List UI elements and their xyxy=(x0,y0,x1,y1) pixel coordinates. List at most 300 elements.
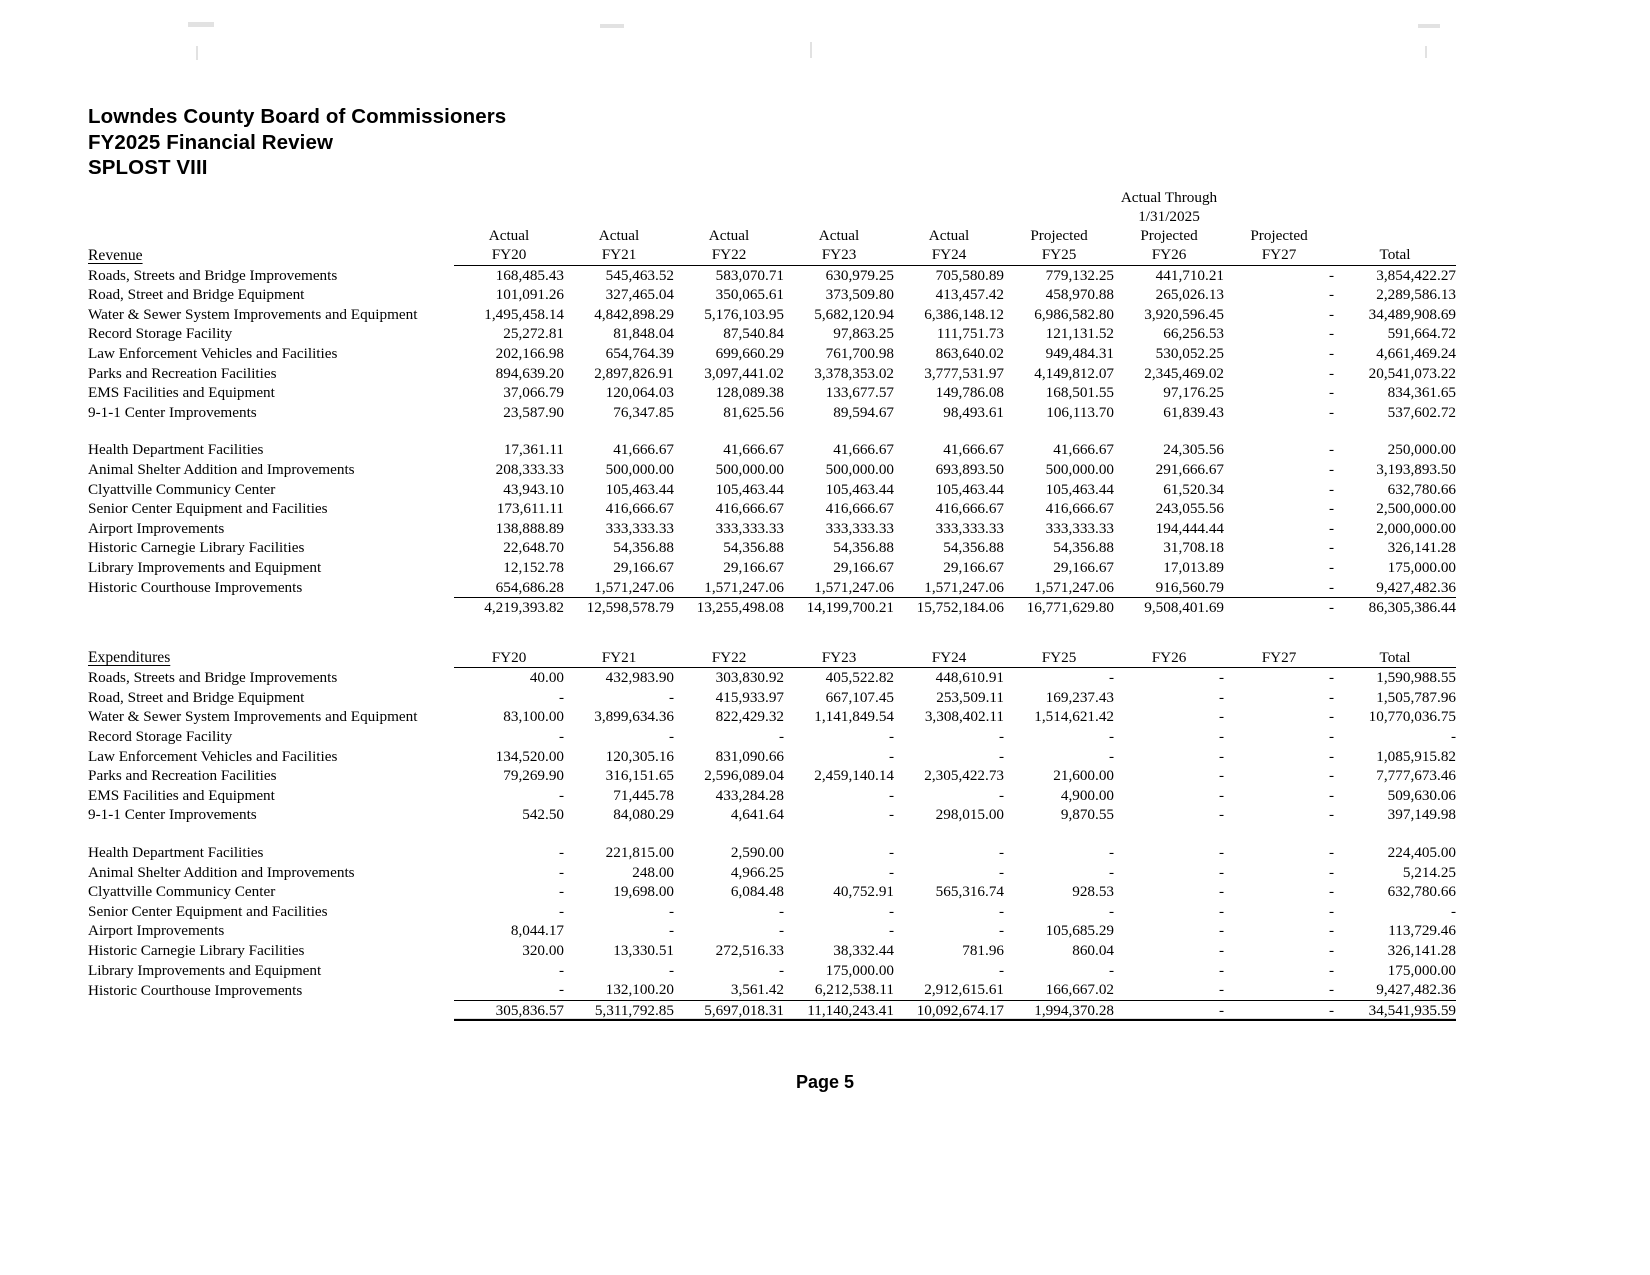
table-row xyxy=(88,766,1456,786)
revenue-cell-fy27: - xyxy=(1328,539,1334,557)
expenditures-cell-fy24: - xyxy=(998,728,1004,746)
expenditures-cell-fy24: - xyxy=(998,844,1004,862)
revenue-cell-fy25: 1,571,247.06 xyxy=(1034,578,1114,596)
revenue-cell-fy25: 105,463.44 xyxy=(1045,480,1114,498)
expenditures-cell-fy22: - xyxy=(778,922,784,940)
revenue-cell-fy23: 333,333.33 xyxy=(825,519,894,537)
revenue-cell-fy23: 5,682,120.94 xyxy=(814,305,894,323)
column-header-qualifier-row xyxy=(88,226,1456,245)
expenditures-cell-fy22: 2,596,089.04 xyxy=(704,767,784,785)
revenue-row-label: Animal Shelter Addition and Improvements xyxy=(88,460,355,478)
column-header-fy20: FY20 xyxy=(454,245,564,265)
revenue-cell-fy26: 194,444.44 xyxy=(1155,519,1224,537)
expenditures-cell-fy26: - xyxy=(1218,747,1224,765)
table-row xyxy=(88,265,1456,285)
expenditures-cell-total: 175,000.00 xyxy=(1387,961,1456,979)
revenue-total-fy23: 14,199,700.21 xyxy=(784,598,894,618)
expenditures-cell-fy23: - xyxy=(888,844,894,862)
expenditures-cell-fy24: - xyxy=(998,747,1004,765)
revenue-cell-fy23: 1,571,247.06 xyxy=(814,578,894,596)
expenditures-cell-fy25: - xyxy=(1108,961,1114,979)
expenditures-cell-fy26: - xyxy=(1218,669,1224,687)
revenue-cell-fy21: 76,347.85 xyxy=(613,403,674,421)
expenditures-cell-fy25: 1,514,621.42 xyxy=(1034,708,1114,726)
revenue-cell-fy25: 54,356.88 xyxy=(1053,539,1114,557)
revenue-cell-fy22: 5,176,103.95 xyxy=(704,305,784,323)
revenue-cell-total: 3,193,893.50 xyxy=(1376,460,1456,478)
expenditures-cell-fy24: 253,509.11 xyxy=(936,688,1004,706)
expenditures-cell-fy27: - xyxy=(1328,806,1334,824)
revenue-row-label: Road, Street and Bridge Equipment xyxy=(88,286,305,304)
revenue-cell-fy27: - xyxy=(1328,578,1334,596)
expenditures-cell-fy20: - xyxy=(558,981,564,999)
revenue-cell-fy22: 87,540.84 xyxy=(723,325,784,343)
revenue-cell-fy24: 41,666.67 xyxy=(943,441,1004,459)
expenditures-cell-total: 5,214.25 xyxy=(1402,863,1456,881)
column-header-total: Total xyxy=(1334,648,1456,668)
expenditures-cell-fy25: 105,685.29 xyxy=(1045,922,1114,940)
revenue-cell-fy24: 705,580.89 xyxy=(935,266,1004,284)
expenditures-cell-fy25: - xyxy=(1108,844,1114,862)
revenue-row-label: 9-1-1 Center Improvements xyxy=(88,403,257,421)
expenditures-cell-fy23: 38,332.44 xyxy=(833,942,894,959)
column-qualifier-fy20: Actual xyxy=(488,227,530,244)
revenue-cell-fy22: 699,660.29 xyxy=(715,344,784,362)
expenditures-cell-fy26: - xyxy=(1218,863,1224,881)
revenue-cell-fy26: 2,345,469.02 xyxy=(1144,364,1224,382)
revenue-cell-fy27: - xyxy=(1328,500,1334,518)
revenue-totals-row xyxy=(88,598,1456,618)
expenditures-cell-fy24: 298,015.00 xyxy=(935,806,1004,824)
revenue-cell-fy22: 29,166.67 xyxy=(723,558,784,576)
expenditures-row-label: Clyattville Communicy Center xyxy=(88,883,276,901)
revenue-total-fy27: - xyxy=(1224,598,1334,618)
column-qualifier-fy22: Actual xyxy=(708,227,750,244)
column-qualifier-fy25: Projected xyxy=(1030,227,1088,244)
expenditures-cell-fy26: - xyxy=(1218,922,1224,940)
expenditures-cell-fy21: 71,445.78 xyxy=(613,786,674,804)
expenditures-cell-total: 509,630.06 xyxy=(1387,786,1456,804)
column-header-fy20: FY20 xyxy=(454,648,564,668)
expenditures-cell-fy23: 2,459,140.14 xyxy=(814,767,894,785)
revenue-cell-total: 591,664.72 xyxy=(1387,325,1456,343)
revenue-cell-fy23: 97,863.25 xyxy=(833,325,894,343)
expenditures-row-label: Senior Center Equipment and Facilities xyxy=(88,902,328,920)
expenditures-cell-fy24: - xyxy=(998,961,1004,979)
expenditures-cell-fy27: - xyxy=(1328,883,1334,901)
revenue-cell-fy20: 22,648.70 xyxy=(503,539,564,557)
expenditures-cell-fy27: - xyxy=(1328,902,1334,920)
expenditures-cell-fy25: 169,237.43 xyxy=(1045,688,1114,706)
revenue-cell-fy23: 3,378,353.02 xyxy=(814,364,894,382)
revenue-cell-fy26: 17,013.89 xyxy=(1163,558,1224,576)
revenue-row-label: Water & Sewer System Improvements and Equipment xyxy=(88,305,418,323)
revenue-cell-fy27: - xyxy=(1328,305,1334,323)
revenue-cell-fy27: - xyxy=(1328,325,1334,343)
expenditures-cell-total: - xyxy=(1450,902,1456,920)
expenditures-cell-fy20: 40.00 xyxy=(529,669,564,687)
column-header-fy27: FY27 xyxy=(1224,648,1334,668)
expenditures-cell-fy27: - xyxy=(1328,942,1334,959)
revenue-cell-total: 2,289,586.13 xyxy=(1376,286,1456,304)
scan-artifact xyxy=(196,46,198,60)
revenue-cell-fy23: 105,463.44 xyxy=(825,480,894,498)
revenue-cell-fy20: 101,091.26 xyxy=(495,286,564,304)
revenue-group-gap xyxy=(88,422,1456,440)
document-title-line-2: FY2025 Financial Review xyxy=(88,130,333,154)
expenditures-cell-fy24: 781.96 xyxy=(962,942,1004,959)
revenue-cell-fy24: 693,893.50 xyxy=(935,460,1004,478)
expenditures-cell-fy26: - xyxy=(1218,844,1224,862)
table-row xyxy=(88,707,1456,727)
revenue-cell-fy22: 81,625.56 xyxy=(723,403,784,421)
expenditures-row-label: Record Storage Facility xyxy=(88,728,233,746)
document-title-line-1: Lowndes County Board of Commissioners xyxy=(88,105,507,128)
revenue-row-label: Record Storage Facility xyxy=(88,325,233,343)
revenue-cell-fy26: 916,560.79 xyxy=(1155,578,1224,596)
table-row xyxy=(88,285,1456,305)
expenditures-cell-fy25: 4,900.00 xyxy=(1060,786,1114,804)
revenue-cell-total: 834,361.65 xyxy=(1387,384,1456,402)
revenue-cell-fy23: 500,000.00 xyxy=(825,460,894,478)
expenditures-row-label: Law Enforcement Vehicles and Facilities xyxy=(88,747,338,765)
revenue-cell-fy21: 2,897,826.91 xyxy=(594,364,674,382)
expenditures-cell-fy27: - xyxy=(1328,747,1334,765)
revenue-cell-fy25: 168,501.55 xyxy=(1045,384,1114,402)
expenditures-cell-fy26: - xyxy=(1218,786,1224,804)
revenue-cell-fy27: - xyxy=(1328,266,1334,284)
revenue-cell-fy23: 89,594.67 xyxy=(833,403,894,421)
expenditures-cell-fy26: - xyxy=(1218,961,1224,979)
column-qualifier-fy21: Actual xyxy=(598,227,640,244)
table-row xyxy=(88,747,1456,767)
table-row xyxy=(88,364,1456,384)
expenditures-cell-fy26: - xyxy=(1218,883,1224,901)
revenue-cell-fy24: 1,571,247.06 xyxy=(924,578,1004,596)
revenue-cell-fy21: 1,571,247.06 xyxy=(594,578,674,596)
column-header-fy25: FY25 xyxy=(1004,648,1114,668)
table-row xyxy=(88,480,1456,500)
expenditures-total-fy26: - xyxy=(1114,1000,1224,1021)
expenditures-cell-fy22: - xyxy=(778,961,784,979)
revenue-grand-total: 86,305,386.44 xyxy=(1334,598,1456,618)
document-title-line-3: SPLOST VIII xyxy=(88,156,208,179)
expenditures-cell-fy22: 433,284.28 xyxy=(715,786,784,804)
expenditures-cell-fy25: - xyxy=(1108,747,1114,765)
expenditures-cell-fy27: - xyxy=(1328,863,1334,881)
revenue-cell-fy21: 654,764.39 xyxy=(605,344,674,362)
revenue-cell-fy21: 81,848.04 xyxy=(613,325,674,343)
section-gap xyxy=(88,618,1456,648)
revenue-cell-fy27: - xyxy=(1328,364,1334,382)
expenditures-cell-fy21: - xyxy=(668,922,674,940)
revenue-row-label: Senior Center Equipment and Facilities xyxy=(88,500,328,518)
scan-artifact xyxy=(1418,24,1440,28)
expenditures-total-fy23: 11,140,243.41 xyxy=(784,1000,894,1021)
expenditures-cell-fy24: - xyxy=(998,786,1004,804)
revenue-cell-fy26: 243,055.56 xyxy=(1155,500,1224,518)
expenditures-cell-fy20: 542.50 xyxy=(522,806,564,824)
table-row xyxy=(88,383,1456,403)
expenditures-cell-fy27: - xyxy=(1328,961,1334,979)
column-header-fy26: FY26 xyxy=(1114,648,1224,668)
revenue-total-fy24: 15,752,184.06 xyxy=(894,598,1004,618)
column-qualifier-fy26: Projected xyxy=(1140,227,1198,244)
expenditures-cell-fy20: 320.00 xyxy=(522,942,564,959)
revenue-cell-fy20: 25,272.81 xyxy=(503,325,564,343)
revenue-cell-fy27: - xyxy=(1328,384,1334,402)
revenue-cell-fy21: 416,666.67 xyxy=(605,500,674,518)
column-header-fy26: FY26 xyxy=(1114,245,1224,265)
expenditures-cell-fy26: - xyxy=(1218,981,1224,999)
expenditures-cell-fy23: - xyxy=(888,902,894,920)
spacer-cell xyxy=(88,618,1456,648)
expenditures-cell-fy26: - xyxy=(1218,688,1224,706)
revenue-cell-fy23: 416,666.67 xyxy=(825,500,894,518)
revenue-cell-fy22: 500,000.00 xyxy=(715,460,784,478)
revenue-cell-fy26: 61,839.43 xyxy=(1163,403,1224,421)
expenditures-cell-fy26: - xyxy=(1218,767,1224,785)
revenue-cell-fy21: 327,465.04 xyxy=(605,286,674,304)
header-pad xyxy=(1224,188,1456,207)
column-header-total: Total xyxy=(1334,245,1456,265)
revenue-cell-fy21: 29,166.67 xyxy=(613,558,674,576)
expenditures-cell-fy22: 4,641.64 xyxy=(730,806,784,824)
expenditures-total-fy24: 10,092,674.17 xyxy=(894,1000,1004,1021)
column-qualifier-fy27: Projected xyxy=(1250,227,1308,244)
header-pad xyxy=(88,188,1114,207)
document-title-block xyxy=(88,104,506,181)
spacer-cell xyxy=(88,422,1456,440)
revenue-cell-fy24: 413,457.42 xyxy=(935,286,1004,304)
revenue-row-label: Law Enforcement Vehicles and Facilities xyxy=(88,344,338,362)
expenditures-cell-fy20: - xyxy=(558,883,564,901)
table-row xyxy=(88,519,1456,539)
expenditures-cell-fy24: 565,316.74 xyxy=(935,883,1004,901)
column-header-actual-through-row1 xyxy=(88,188,1456,207)
expenditures-cell-fy22: 831,090.66 xyxy=(715,747,784,765)
column-header-fy23: FY23 xyxy=(784,648,894,668)
revenue-cell-fy24: 3,777,531.97 xyxy=(924,364,1004,382)
revenue-cell-fy22: 350,065.61 xyxy=(715,286,784,304)
table-row xyxy=(88,403,1456,423)
table-row xyxy=(88,941,1456,961)
expenditures-cell-fy21: 248.00 xyxy=(632,863,674,881)
revenue-cell-fy24: 6,386,148.12 xyxy=(924,305,1004,323)
expenditures-cell-total: 7,777,673.46 xyxy=(1376,767,1456,785)
expenditures-cell-fy25: - xyxy=(1108,728,1114,746)
revenue-cell-fy24: 111,751.73 xyxy=(936,325,1004,343)
revenue-cell-fy24: 149,786.08 xyxy=(935,384,1004,402)
revenue-cell-fy25: 500,000.00 xyxy=(1045,460,1114,478)
table-row xyxy=(88,460,1456,480)
expenditures-cell-fy24: - xyxy=(998,863,1004,881)
table-row xyxy=(88,843,1456,863)
revenue-cell-fy21: 545,463.52 xyxy=(605,266,674,284)
revenue-cell-fy24: 29,166.67 xyxy=(943,558,1004,576)
revenue-cell-fy22: 128,089.38 xyxy=(715,384,784,402)
scan-artifact xyxy=(810,42,812,58)
revenue-cell-fy24: 54,356.88 xyxy=(943,539,1004,557)
expenditures-cell-fy20: - xyxy=(558,786,564,804)
expenditures-cell-fy21: - xyxy=(668,961,674,979)
expenditures-cell-fy26: - xyxy=(1218,728,1224,746)
expenditures-row-label: Historic Carnegie Library Facilities xyxy=(88,942,305,959)
expenditures-grand-total: 34,541,935.59 xyxy=(1334,1000,1456,1021)
header-corner xyxy=(88,226,454,245)
actual-through-label-line1: Actual Through xyxy=(1120,189,1218,206)
revenue-cell-fy26: 291,666.67 xyxy=(1155,460,1224,478)
expenditures-row-label: Roads, Streets and Bridge Improvements xyxy=(88,669,338,687)
expenditures-cell-fy27: - xyxy=(1328,786,1334,804)
expenditures-row-label: Water & Sewer System Improvements and Equipment xyxy=(88,708,418,726)
table-row xyxy=(88,688,1456,708)
revenue-row-label: Library Improvements and Equipment xyxy=(88,558,322,576)
scan-artifact xyxy=(188,22,214,27)
table-row xyxy=(88,882,1456,902)
revenue-cell-fy25: 4,149,812.07 xyxy=(1034,364,1114,382)
expenditures-cell-fy21: 432,983.90 xyxy=(605,669,674,687)
expenditures-cell-fy22: - xyxy=(778,902,784,920)
column-qualifier-fy23: Actual xyxy=(818,227,860,244)
table-row xyxy=(88,805,1456,825)
expenditures-cell-fy26: - xyxy=(1218,708,1224,726)
revenue-total-fy20: 4,219,393.82 xyxy=(454,598,564,618)
table-row xyxy=(88,344,1456,364)
expenditures-cell-fy24: 3,308,402.11 xyxy=(924,708,1004,726)
expenditures-total-fy25: 1,994,370.28 xyxy=(1004,1000,1114,1021)
revenue-cell-fy27: - xyxy=(1328,441,1334,459)
revenue-cell-fy22: 41,666.67 xyxy=(723,441,784,459)
expenditures-cell-fy25: - xyxy=(1108,902,1114,920)
expenditures-cell-fy21: 120,305.16 xyxy=(605,747,674,765)
column-header-fy21: FY21 xyxy=(564,245,674,265)
revenue-cell-fy22: 333,333.33 xyxy=(715,519,784,537)
expenditures-cell-fy20: - xyxy=(558,863,564,881)
table-row xyxy=(88,786,1456,806)
expenditures-cell-total: 397,149.98 xyxy=(1387,806,1456,824)
revenue-row-label: Roads, Streets and Bridge Improvements xyxy=(88,266,338,284)
revenue-cell-fy25: 6,986,582.80 xyxy=(1034,305,1114,323)
revenue-cell-fy23: 54,356.88 xyxy=(833,539,894,557)
expenditures-cell-fy23: 1,141,849.54 xyxy=(814,708,894,726)
revenue-cell-fy24: 863,640.02 xyxy=(935,344,1004,362)
expenditures-cell-fy21: 13,330.51 xyxy=(613,942,674,959)
revenue-cell-fy20: 208,333.33 xyxy=(495,460,564,478)
table-row xyxy=(88,668,1456,688)
expenditures-cell-fy24: - xyxy=(998,902,1004,920)
spacer-cell xyxy=(88,825,1456,843)
revenue-cell-fy23: 41,666.67 xyxy=(833,441,894,459)
scan-artifact xyxy=(600,24,624,28)
revenue-cell-fy20: 23,587.90 xyxy=(503,403,564,421)
revenue-cell-fy21: 500,000.00 xyxy=(605,460,674,478)
expenditures-group-gap xyxy=(88,825,1456,843)
expenditures-cell-fy25: 21,600.00 xyxy=(1053,767,1114,785)
column-header-actual-through-row2 xyxy=(88,207,1456,226)
expenditures-cell-fy22: 415,933.97 xyxy=(715,688,784,706)
table-row xyxy=(88,961,1456,981)
table-row xyxy=(88,980,1456,1000)
column-header-fy24: FY24 xyxy=(894,648,1004,668)
revenue-total-fy21: 12,598,578.79 xyxy=(564,598,674,618)
expenditures-cell-total: 632,780.66 xyxy=(1387,883,1456,901)
revenue-cell-fy22: 1,571,247.06 xyxy=(704,578,784,596)
revenue-cell-total: 175,000.00 xyxy=(1387,558,1456,576)
revenue-cell-fy23: 29,166.67 xyxy=(833,558,894,576)
expenditures-cell-fy22: 2,590.00 xyxy=(730,844,784,862)
expenditures-cell-total: 224,405.00 xyxy=(1387,844,1456,862)
revenue-cell-fy26: 530,052.25 xyxy=(1155,344,1224,362)
expenditures-cell-fy25: 166,667.02 xyxy=(1045,981,1114,999)
expenditures-cell-fy21: - xyxy=(668,688,674,706)
revenue-cell-fy21: 120,064.03 xyxy=(605,384,674,402)
column-header-fy27: FY27 xyxy=(1224,245,1334,265)
revenue-cell-fy27: - xyxy=(1328,286,1334,304)
table-row xyxy=(88,921,1456,941)
expenditures-cell-fy23: 6,212,538.11 xyxy=(814,981,894,999)
expenditures-cell-total: 113,729.46 xyxy=(1388,922,1456,940)
page-number: Page 5 xyxy=(795,1072,855,1092)
expenditures-cell-fy27: - xyxy=(1328,981,1334,999)
expenditures-cell-fy20: 8,044.17 xyxy=(510,922,564,940)
table-row xyxy=(88,305,1456,325)
revenue-cell-fy20: 894,639.20 xyxy=(495,364,564,382)
table-row xyxy=(88,499,1456,519)
expenditures-cell-fy27: - xyxy=(1328,844,1334,862)
column-header-fy23: FY23 xyxy=(784,245,894,265)
expenditures-cell-fy22: 272,516.33 xyxy=(715,942,784,959)
expenditures-cell-fy23: - xyxy=(888,922,894,940)
expenditures-cell-fy23: - xyxy=(888,863,894,881)
revenue-cell-fy20: 17,361.11 xyxy=(503,441,564,459)
expenditures-cell-fy20: - xyxy=(558,961,564,979)
revenue-cell-fy25: 41,666.67 xyxy=(1053,441,1114,459)
revenue-cell-fy24: 98,493.61 xyxy=(943,403,1004,421)
revenue-cell-fy23: 133,677.57 xyxy=(825,384,894,402)
revenue-cell-total: 3,854,422.27 xyxy=(1376,266,1456,284)
revenue-row-label: Clyattville Communicy Center xyxy=(88,480,276,498)
expenditures-cell-fy20: 83,100.00 xyxy=(503,708,564,726)
revenue-cell-fy24: 416,666.67 xyxy=(935,500,1004,518)
expenditures-cell-fy22: - xyxy=(778,728,784,746)
table-row xyxy=(88,558,1456,578)
expenditures-row-label: Parks and Recreation Facilities xyxy=(88,767,277,785)
expenditures-cell-fy27: - xyxy=(1328,688,1334,706)
expenditures-cell-fy21: - xyxy=(668,902,674,920)
expenditures-cell-fy21: 19,698.00 xyxy=(613,883,674,901)
splost-financial-table xyxy=(88,188,1456,1021)
header-pad xyxy=(1334,226,1456,245)
revenue-cell-fy27: - xyxy=(1328,519,1334,537)
revenue-cell-total: 537,602.72 xyxy=(1387,403,1456,421)
revenue-cell-fy26: 3,920,596.45 xyxy=(1144,305,1224,323)
expenditures-cell-fy23: - xyxy=(888,728,894,746)
expenditures-row-label: Library Improvements and Equipment xyxy=(88,961,322,979)
revenue-cell-total: 2,500,000.00 xyxy=(1376,500,1456,518)
expenditures-section-title: Expenditures xyxy=(88,649,171,667)
expenditures-totals-label xyxy=(88,1000,454,1021)
revenue-cell-fy27: - xyxy=(1328,344,1334,362)
expenditures-cell-fy26: - xyxy=(1218,806,1224,824)
expenditures-cell-fy23: 405,522.82 xyxy=(825,669,894,687)
expenditures-totals-row xyxy=(88,1000,1456,1021)
expenditures-row-label: EMS Facilities and Equipment xyxy=(88,786,275,804)
revenue-cell-fy21: 41,666.67 xyxy=(613,441,674,459)
revenue-cell-fy27: - xyxy=(1328,480,1334,498)
expenditures-cell-fy21: - xyxy=(668,728,674,746)
expenditures-cell-fy21: 221,815.00 xyxy=(605,844,674,862)
